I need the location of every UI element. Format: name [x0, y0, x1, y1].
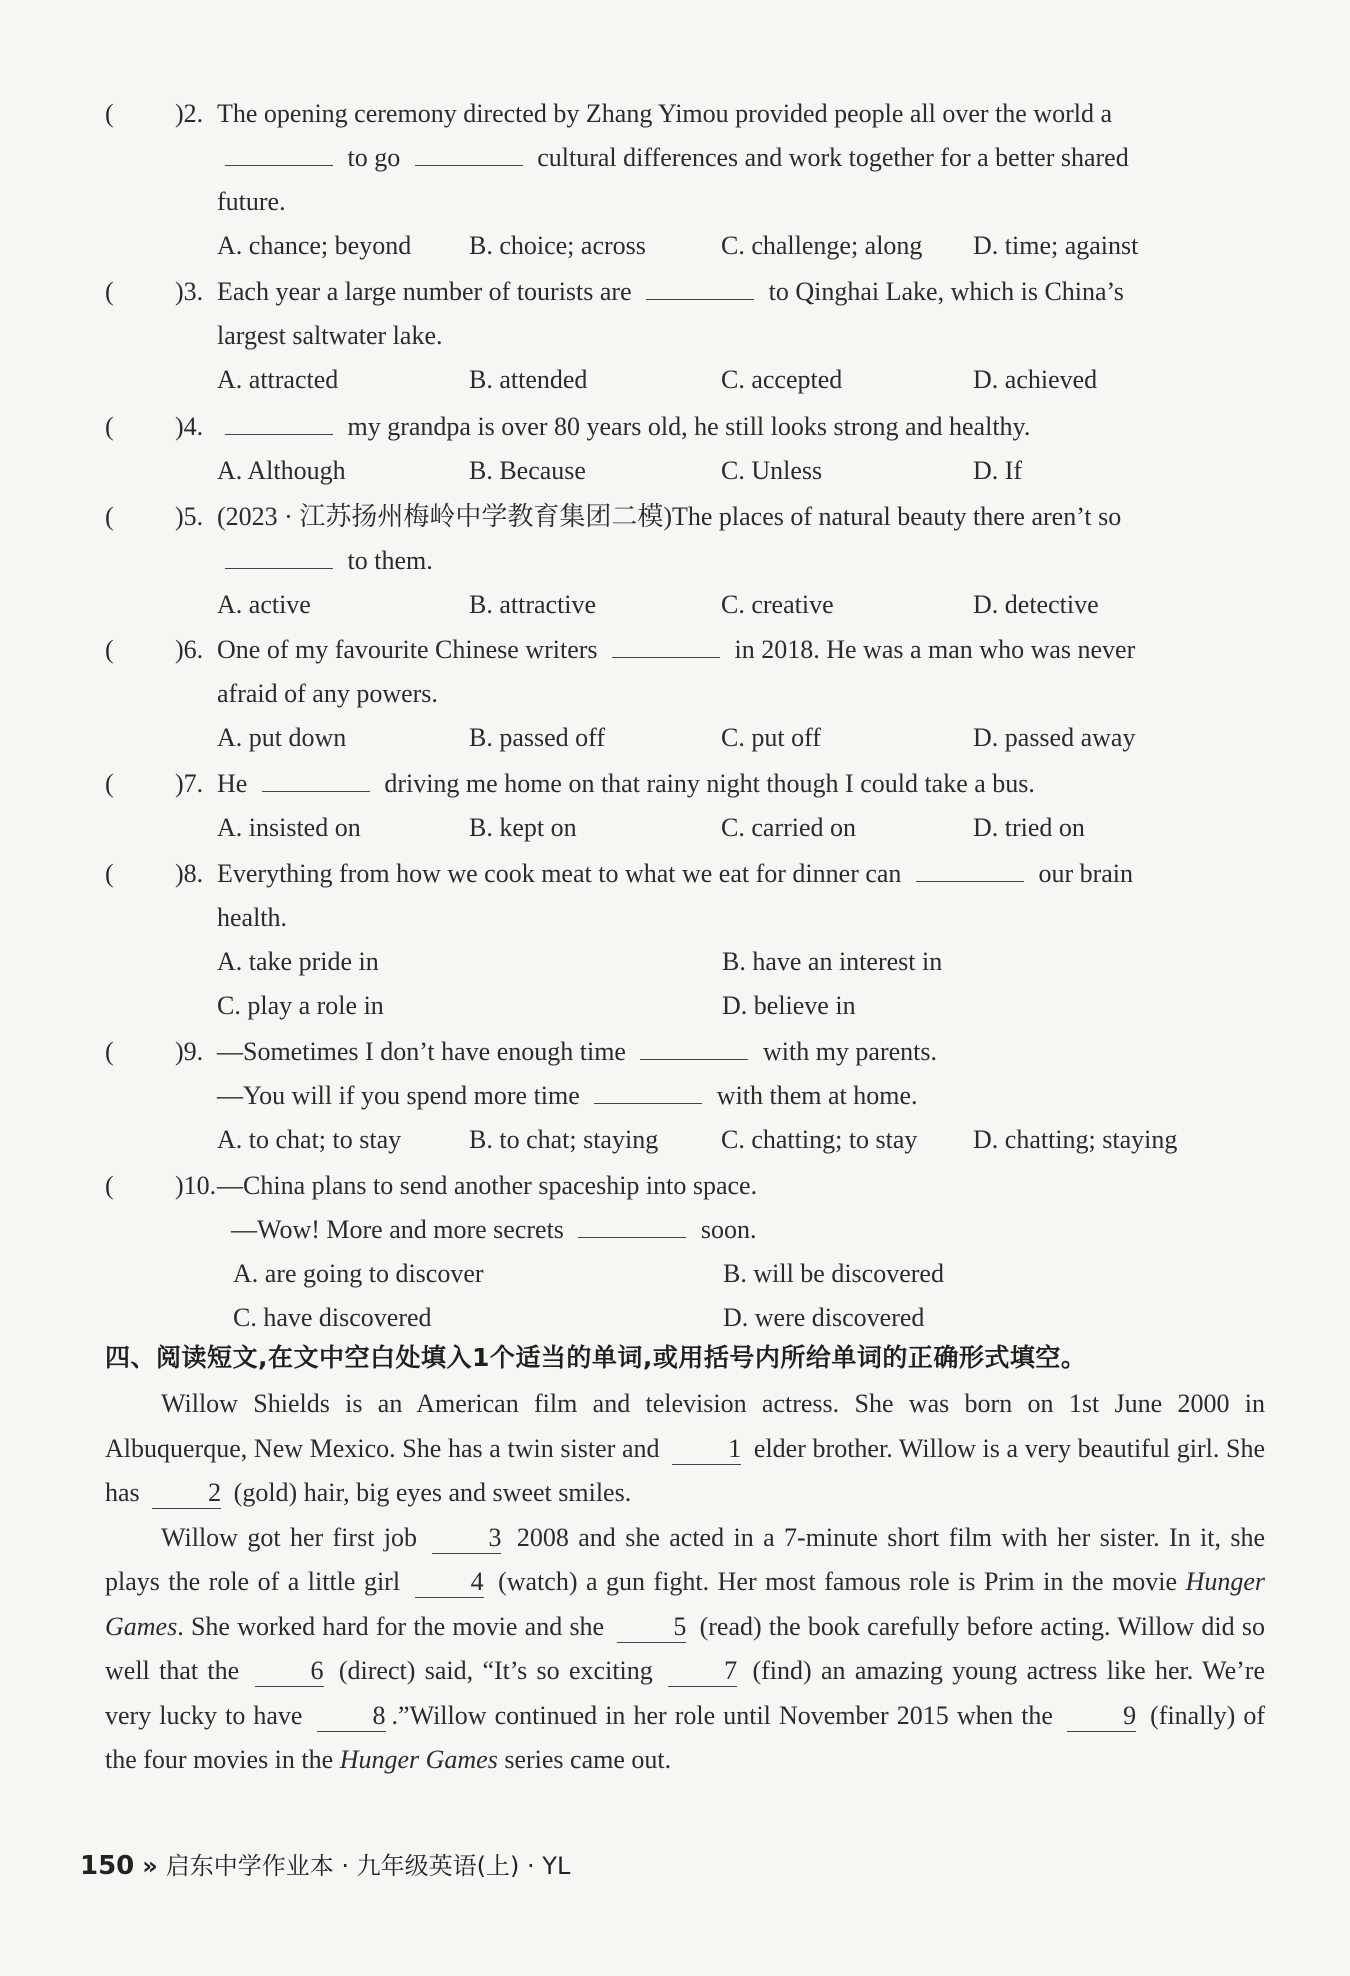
passage-text: Willow Shields is an American film and television actress. She was born on 1st June 2000 in Albuquerque, New Mexico. She has a twin sister and	[105, 1389, 1265, 1463]
stem-line: future.	[217, 187, 286, 216]
question-number: )10.	[175, 1171, 217, 1200]
blank-8[interactable]: 8	[317, 1701, 386, 1732]
question-stem	[217, 1164, 1265, 1252]
question-4	[105, 405, 1265, 493]
passage-text: (gold) hair, big eyes and sweet smiles.	[233, 1478, 632, 1507]
answer-blank[interactable]	[225, 141, 333, 166]
blank-7[interactable]: 7	[668, 1656, 737, 1687]
stem-line: One of my favourite Chinese writers in 2018. He was a man who was never	[217, 635, 1136, 664]
option-a: A. chance; beyond	[217, 231, 412, 260]
option-b: B. to chat; staying	[469, 1125, 659, 1154]
question-number: )8.	[175, 859, 204, 888]
option-b: B. Because	[469, 456, 586, 485]
blank-9[interactable]: 9	[1067, 1701, 1136, 1732]
option-b: B. choice; across	[469, 231, 646, 260]
question-number: )7.	[175, 769, 204, 798]
passage-text: (direct) said, “It’s so exciting	[338, 1656, 653, 1685]
option-d: D. time; against	[973, 231, 1139, 260]
option-c: C. carried on	[721, 813, 857, 842]
answer-blank[interactable]	[578, 1213, 686, 1238]
option-a: A. put down	[217, 723, 347, 752]
option-c: C. put off	[721, 723, 821, 752]
passage-text: (finally) of the four movies in the	[105, 1700, 1266, 1774]
blank-2[interactable]: 2	[152, 1478, 221, 1509]
blank-4[interactable]: 4	[415, 1567, 484, 1598]
option-c: C. play a role in	[217, 991, 384, 1020]
option-b: B. kept on	[469, 813, 577, 842]
answer-blank[interactable]	[646, 275, 754, 300]
option-a: A. insisted on	[217, 813, 361, 842]
stem-line: afraid of any powers.	[217, 679, 438, 708]
blank-1[interactable]: 1	[672, 1434, 741, 1465]
question-6	[105, 628, 1265, 760]
option-c: C. chatting; to stay	[721, 1125, 918, 1154]
option-d: D. If	[973, 456, 1023, 485]
option-b: B. will be discovered	[723, 1259, 944, 1288]
question-7	[105, 762, 1265, 850]
stem-line: health.	[217, 903, 288, 932]
passage-text: elder brother. Willow is a very beautiful girl. She has	[105, 1433, 1266, 1507]
section-title: 四、阅读短文,在文中空白处填入1个适当的单词,或用括号内所给单词的正确形式填空。	[105, 1343, 1087, 1372]
answer-blank[interactable]	[640, 1035, 748, 1060]
passage-text: .”Willow continued in her role until November 2015 when the	[391, 1700, 1053, 1730]
stem-line: —Sometimes I don’t have enough time with my parents.	[217, 1037, 937, 1066]
answer-blank[interactable]	[594, 1079, 702, 1104]
options	[217, 358, 1265, 402]
answer-paren: (	[105, 635, 114, 664]
option-d: D. were discovered	[723, 1303, 925, 1332]
question-stem	[217, 762, 1265, 806]
question-number: )5.	[175, 502, 204, 531]
passage-paragraph-2	[105, 1516, 1265, 1783]
question-8	[105, 852, 1265, 1028]
answer-paren: (	[105, 412, 114, 441]
passage-text: . She worked hard for the movie and she	[177, 1611, 605, 1641]
answer-blank[interactable]	[916, 857, 1024, 882]
option-c: C. creative	[721, 590, 834, 619]
question-stem	[217, 628, 1265, 716]
answer-blank[interactable]	[225, 410, 333, 435]
question-9	[105, 1030, 1265, 1162]
page-footer	[80, 1846, 570, 1881]
answer-paren: (	[105, 859, 114, 888]
movie-title: Hunger Games	[105, 1567, 1266, 1641]
answer-paren: (	[105, 1037, 114, 1066]
options	[233, 1252, 1265, 1340]
stem-line: to them.	[217, 539, 1265, 583]
double-chevron-icon: »	[142, 1852, 158, 1880]
question-number: )9.	[175, 1037, 204, 1066]
option-a: A. active	[217, 590, 311, 619]
question-3	[105, 270, 1265, 402]
blank-5[interactable]: 5	[617, 1612, 686, 1643]
option-a: A. take pride in	[217, 947, 379, 976]
option-c: C. Unless	[721, 456, 823, 485]
question-10	[105, 1164, 1265, 1340]
passage-text: series came out.	[504, 1745, 672, 1774]
book-title: 启东中学作业本 · 九年级英语(上) · YL	[165, 1852, 571, 1880]
stem-line: —You will if you spend more time with them at home.	[217, 1081, 918, 1110]
option-d: D. achieved	[973, 365, 1098, 394]
answer-paren: (	[105, 277, 114, 306]
stem-line: Everything from how we cook meat to what we eat for dinner can our brain	[217, 859, 1134, 888]
question-stem	[217, 1030, 1265, 1118]
question-stem	[217, 495, 1265, 583]
question-5	[105, 495, 1265, 627]
option-c: C. have discovered	[233, 1303, 432, 1332]
option-a: A. Although	[217, 456, 346, 485]
option-b: B. attended	[469, 365, 588, 394]
answer-paren: (	[105, 1171, 114, 1200]
reading-passage	[105, 1382, 1265, 1783]
option-d: D. believe in	[722, 991, 856, 1020]
question-stem	[217, 852, 1265, 940]
options	[217, 449, 1265, 493]
option-a: A. attracted	[217, 365, 339, 394]
stem-line: largest saltwater lake.	[217, 321, 443, 350]
answer-blank[interactable]	[612, 633, 720, 658]
stem-line: to go cultural differences and work together for a better shared	[217, 136, 1265, 180]
options	[217, 806, 1265, 850]
options	[217, 224, 1265, 268]
answer-paren: (	[105, 99, 114, 128]
option-c: C. challenge; along	[721, 231, 923, 260]
passage-text: 2008 and she acted in a 7-minute short film with her sister. In it, she plays the role of a little girl	[105, 1522, 1266, 1596]
passage-paragraph-1	[105, 1382, 1265, 1516]
movie-title: Hunger Games	[339, 1745, 498, 1774]
stem-line: Each year a large number of tourists are to Qinghai Lake, which is China’s	[217, 277, 1124, 306]
option-d: D. detective	[973, 590, 1099, 619]
options	[217, 716, 1265, 760]
option-d: D. passed away	[973, 723, 1136, 752]
option-b: B. have an interest in	[722, 947, 943, 976]
stem-line: —China plans to send another spaceship into space.	[217, 1171, 758, 1200]
question-stem	[217, 405, 1265, 449]
answer-paren: (	[105, 502, 114, 531]
options	[217, 940, 1265, 1028]
question-number: )2.	[175, 99, 204, 128]
question-number: )3.	[175, 277, 204, 306]
answer-blank[interactable]	[262, 767, 370, 792]
passage-text: Willow got her first job	[161, 1522, 418, 1552]
passage-text: (read) the book carefully before acting. Willow did so well that the	[105, 1611, 1265, 1685]
passage-text: (find) an amazing young actress like her. We’re very lucky to have	[105, 1656, 1266, 1730]
answer-blank[interactable]	[415, 141, 523, 166]
question-stem	[217, 92, 1265, 224]
options	[217, 583, 1265, 627]
question-number: )6.	[175, 635, 204, 664]
question-number: )4.	[175, 412, 204, 441]
stem-line: (2023 · 江苏扬州梅岭中学教育集团二模)The places of natural beauty there aren’t so	[217, 502, 1122, 531]
option-a: A. to chat; to stay	[217, 1125, 402, 1154]
passage-text: (watch) a gun fight. Her most famous role is Prim in the movie	[498, 1567, 1178, 1596]
page-number: 150	[80, 1851, 135, 1881]
stem-line: He driving me home on that rainy night though I could take a bus.	[217, 769, 1035, 798]
option-c: C. accepted	[721, 365, 843, 394]
stem-line: my grandpa is over 80 years old, he still looks strong and healthy.	[217, 405, 1265, 449]
question-2	[105, 92, 1265, 268]
question-stem	[217, 270, 1265, 358]
option-b: B. attractive	[469, 590, 597, 619]
options	[217, 1118, 1265, 1162]
answer-blank[interactable]	[225, 544, 333, 569]
option-d: D. tried on	[973, 813, 1085, 842]
stem-line: —Wow! More and more secrets soon.	[231, 1215, 757, 1244]
option-a: A. are going to discover	[233, 1259, 484, 1288]
blank-3[interactable]: 3	[432, 1523, 501, 1554]
answer-paren: (	[105, 769, 114, 798]
stem-line: The opening ceremony directed by Zhang Yimou provided people all over the world a	[217, 99, 1113, 128]
option-d: D. chatting; staying	[973, 1125, 1178, 1154]
blank-6[interactable]: 6	[255, 1656, 324, 1687]
option-b: B. passed off	[469, 723, 606, 752]
